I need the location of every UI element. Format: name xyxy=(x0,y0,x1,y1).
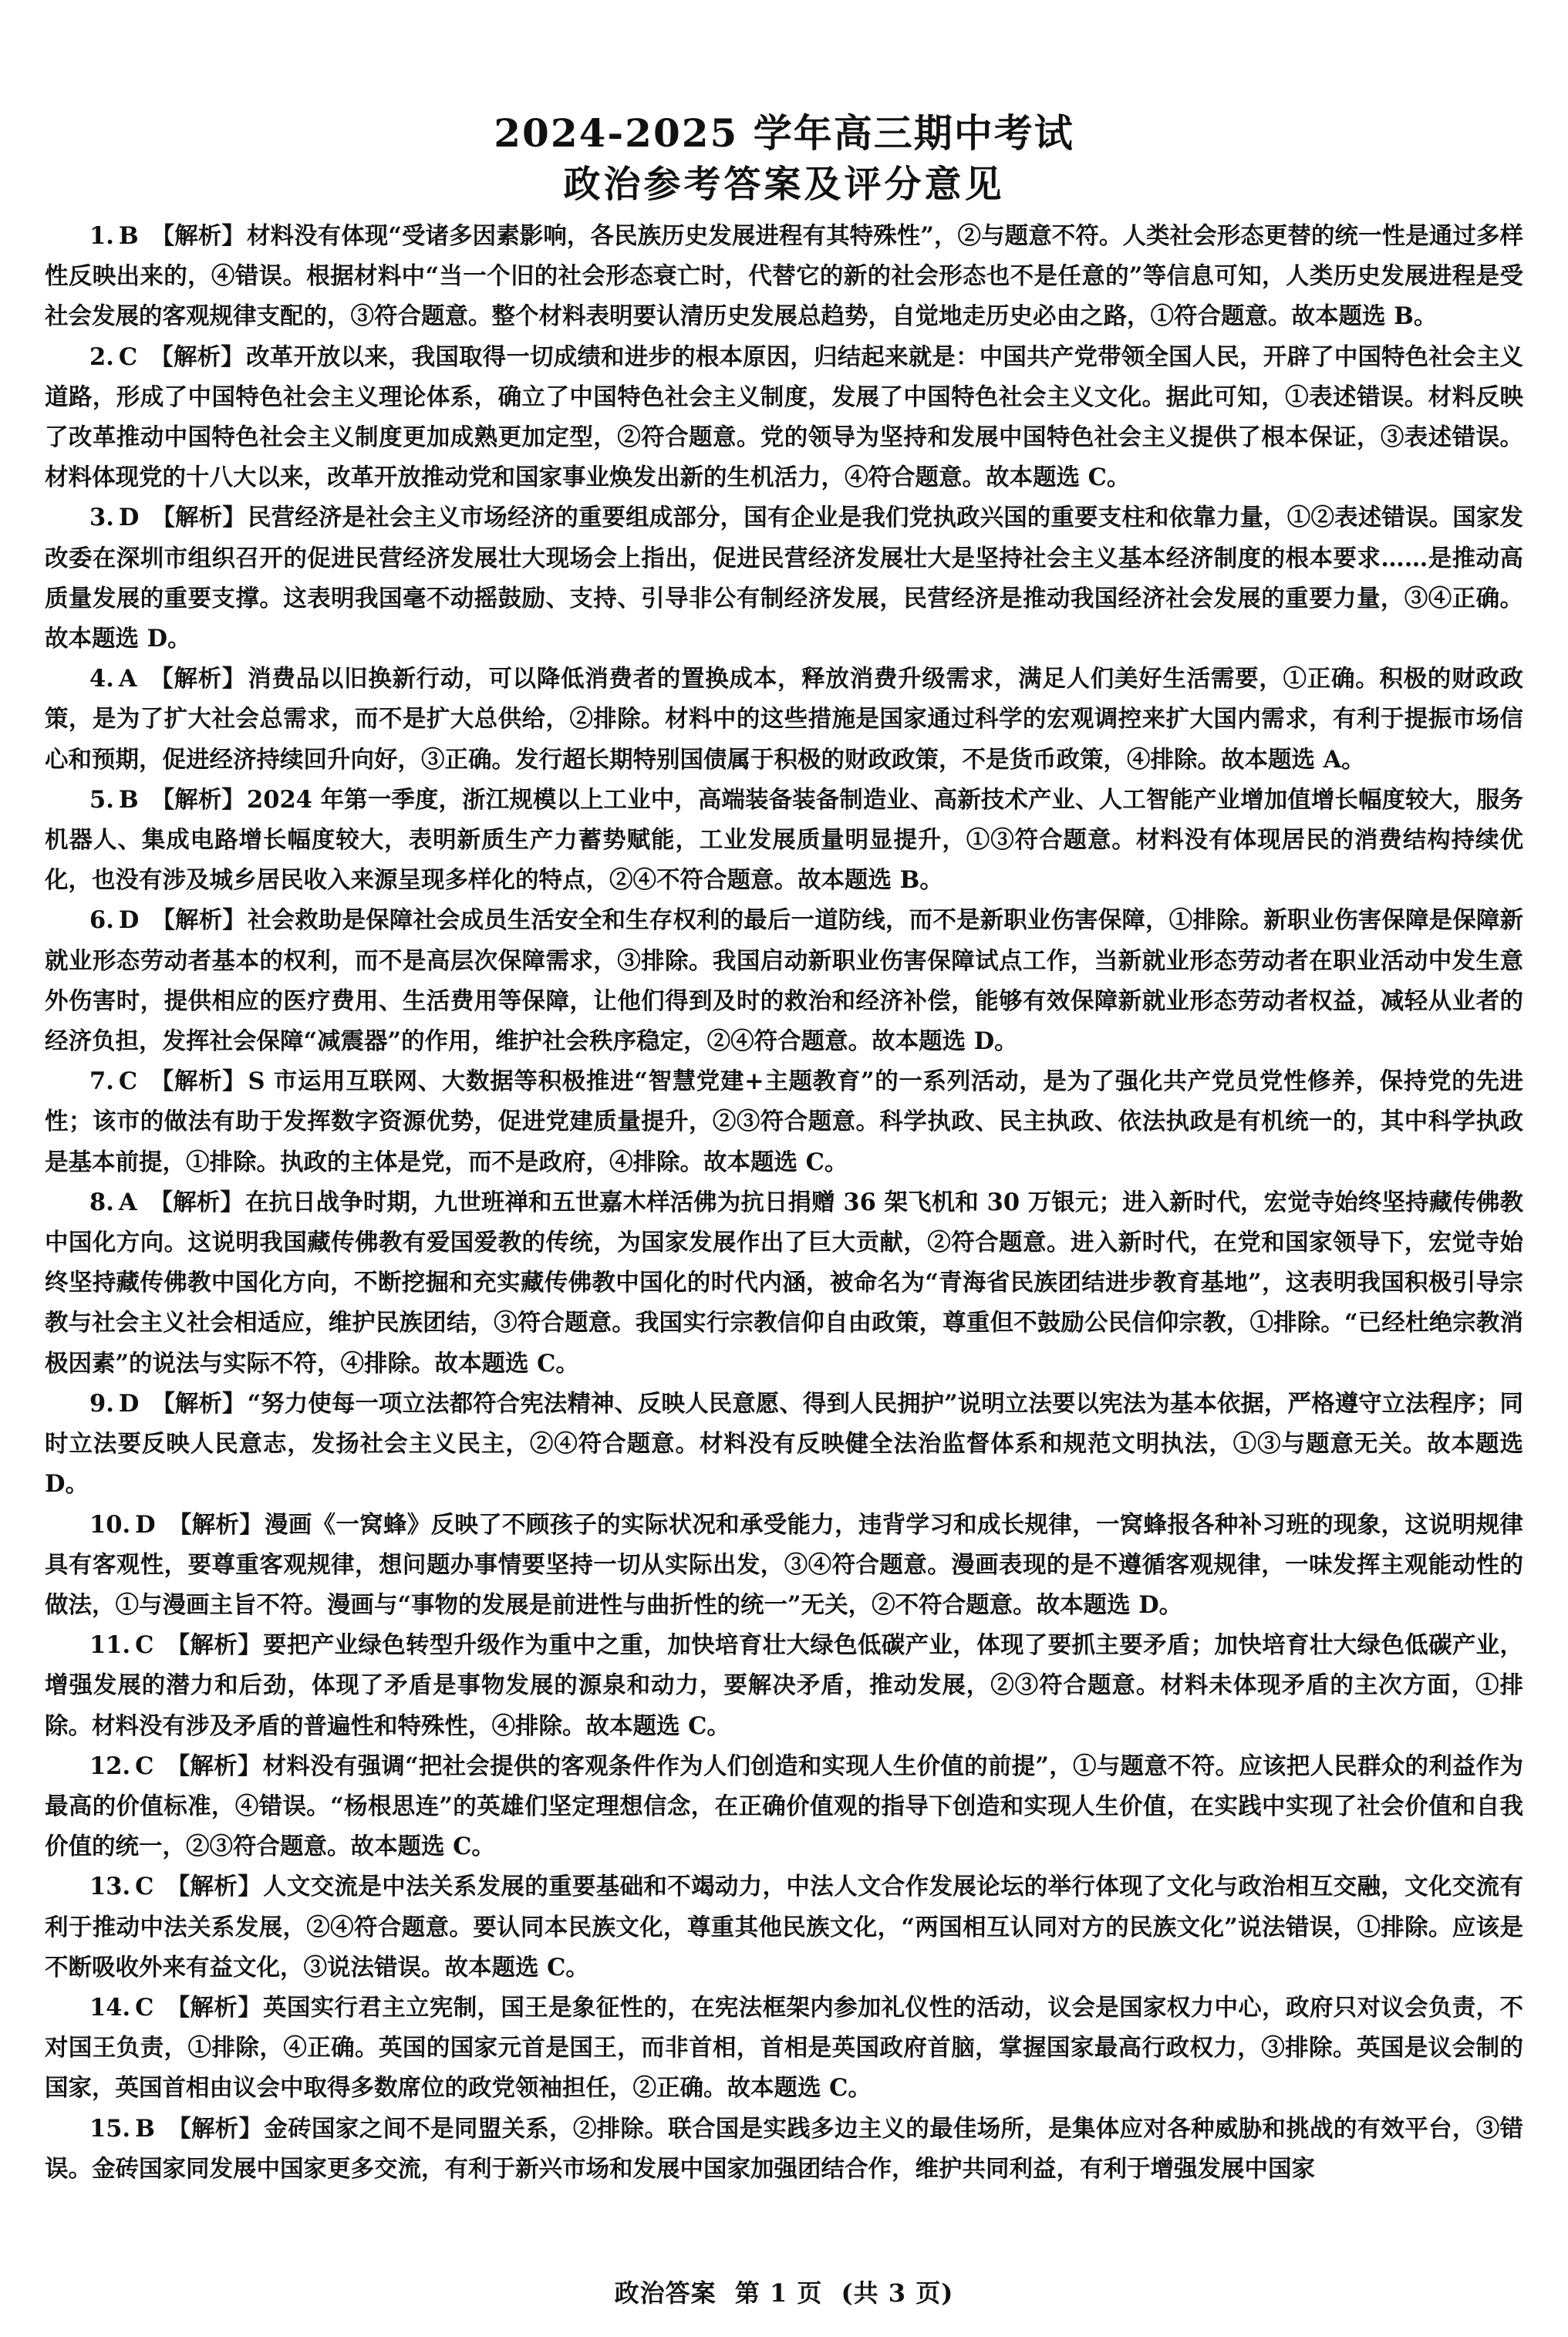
analysis-tag: 【解析】 xyxy=(149,1188,244,1216)
page-footer xyxy=(0,2274,1568,2309)
footer-subject: 政治答案 xyxy=(614,2278,717,2308)
document-title: 2024-2025 学年高三期中考试 xyxy=(494,110,1074,156)
answer-choice: A xyxy=(118,1188,137,1216)
analysis-text: 改革开放以来，我国取得一切成绩和进步的根本原因，归结起来就是：中国共产党带领全国人民，开辟了中国特色社会主义道路，形成了中国特色社会主义理论体系，确立了中国特色社会主义制度，发展了中国特色社会主义文化。据此可知，①表述错误。材料反映了改革推动中国特色社会主义制度更加成熟更加定型，②符合题意。党的领导为坚持和发展中国特色社会主义提供了根本保证，③表述错误。材料体现党的十八大以来，改革开放推动党和国家事业焕发出新的生机活力，④符合题意。故本题选 C。 xyxy=(45,342,1524,492)
answer-item-7 xyxy=(45,1061,1523,1182)
analysis-text: 金砖国家之间不是同盟关系，②排除。联合国是实践多边主义的最佳场所，是集体应对各种威胁和挑战的有效平台，③错误。金砖国家同发展中国家更多交流，有利于新兴市场和发展中国家加强团结合作，维护共同利益，有利于增强发展中国家 xyxy=(45,2114,1524,2183)
analysis-tag: 【解析】 xyxy=(151,504,246,532)
analysis-text: 材料没有体现“受诸多因素影响，各民族历史发展进程有其特殊性”，②与题意不符。人类社会形态更替的统一性是通过多样性反映出来的，④错误。根据材料中“当一个旧的社会形态衰亡时，代替它的新的社会形态也不是任意的”等信息可知，人类历史发展进程是受社会发展的客观规律支配的，③符合题意。整个材料表明要认清历史发展总趋势，自觉地走历史必由之路，①符合题意。故本题选 B。 xyxy=(45,222,1523,331)
answer-number: 4. xyxy=(89,665,114,693)
answer-item-9 xyxy=(45,1384,1523,1505)
answer-number: 6. xyxy=(89,906,114,935)
analysis-text: 民营经济是社会主义市场经济的重要组成部分，国有企业是我们党执政兴国的重要支柱和依靠力量，①②表述错误。国家发改委在深圳市组织召开的促进民营经济发展壮大现场会上指出，促进民营经济发展壮大是坚持社会主义基本经济制度的根本要求……是推动高质量发展的重要支撑。这表明我国毫不动摇鼓励、支持、引导非公有制经济发展，民营经济是推动我国经济社会发展的重要力量，③④正确。故本题选 D。 xyxy=(45,504,1524,653)
analysis-text: S 市运用互联网、大数据等积极推进“智慧党建+主题教育”的一系列活动，是为了强化共产党员党性修养，保持党的先进性；该市的做法有助于发挥数字资源优势，促进党建质量提升，②③符合题意。科学执政、民主执政、依法执政是有机统一的，其中科学执政是基本前提，①排除。执政的主体是党，而不是政府，④排除。故本题选 C。 xyxy=(45,1067,1523,1176)
answer-choice: B xyxy=(135,2114,155,2143)
answer-item-12 xyxy=(45,1746,1523,1867)
answer-number: 11. xyxy=(89,1631,131,1660)
answer-choice: C xyxy=(135,1873,154,1901)
analysis-text: 材料没有强调“把社会提供的客观条件作为人们创造和实现人生价值的前提”，①与题意不符。应该把人民群众的利益作为最高的价值标准，④错误。“杨根思连”的英雄们坚定理想信念，在正确价值观的指导下创造和实现人生价值，在实践中实现了社会价值和自我价值的统一，②③符合题意。故本题选 C。 xyxy=(45,1752,1524,1861)
answer-number: 12. xyxy=(89,1752,131,1780)
answer-choice: D xyxy=(118,906,140,935)
answer-number: 10. xyxy=(89,1510,131,1539)
analysis-text: 2024 年第一季度，浙江规模以上工业中，高端装备装备制造业、高新技术产业、人工智能产业增加值增长幅度较大，服务机器人、集成电路增长幅度较大，表明新质生产力蓄势赋能，工业发展质量明显提升，①③符合题意。材料没有体现居民的消费结构持续优化，也没有涉及城乡居民收入来源呈现多样化的特点，②④不符合题意。故本题选 B。 xyxy=(45,785,1523,895)
analysis-tag: 【解析】 xyxy=(150,342,244,371)
answer-choice: C xyxy=(135,1631,154,1660)
answer-item-4 xyxy=(45,659,1523,780)
answer-choice: B xyxy=(118,222,139,250)
analysis-text: 社会救助是保障社会成员生活安全和生存权利的最后一道防线，而不是新职业伤害保障，①排除。新职业伤害保障是保障新就业形态劳动者基本的权利，而不是高层次保障需求，③排除。我国启动新职业伤害保障试点工作，当新就业形态劳动者在职业活动中发生意外伤害时，提供相应的医疗费用、生活费用等保障，让他们得到及时的救治和经济补偿，能够有效保障新就业形态劳动者权益，减轻从业者的经济负担，发挥社会保障“减震器”的作用，维护社会秩序稳定，②④符合题意。故本题选 D。 xyxy=(45,906,1524,1056)
analysis-tag: 【解析】 xyxy=(166,1993,262,2022)
analysis-text: 在抗日战争时期，九世班禅和五世嘉木样活佛为抗日捐赠 36 架飞机和 30 万银元；进入新时代，宏觉寺始终坚持藏传佛教中国化方向。这说明我国藏传佛教有爱国爱教的传统，为国家发展作出了巨大贡献，②符合题意。进入新时代，在党和国家领导下，宏觉寺始终坚持藏传佛教中国化方向，不断挖掘和充实藏传佛教中国化的时代内涵，被命名为“青海省民族团结进步教育基地”，这表明我国积极引导宗教与社会主义社会相适应，维护民族团结，③符合题意。我国实行宗教信仰自由政策，尊重但不鼓励公民信仰宗教，①排除。“已经杜绝宗教消极因素”的说法与实际不符，④排除。故本题选 C。 xyxy=(45,1188,1524,1378)
analysis-tag: 【解析】 xyxy=(150,222,245,250)
answer-number: 13. xyxy=(89,1873,131,1901)
analysis-text: “努力使每一项立法都符合宪法精神、反映人民意愿、得到人民拥护”说明立法要以宪法为基本依据，严格遵守立法程序；同时立法要反映人民意志，发扬社会主义民主，②④符合题意。材料没有反映健全法治监督体系和规范文明执法，①③与题意无关。故本题选 D。 xyxy=(45,1389,1523,1499)
answer-item-3 xyxy=(45,497,1523,659)
answer-item-11 xyxy=(45,1625,1523,1746)
document-subtitle: 政治参考答案及评分意见 xyxy=(563,163,1005,206)
analysis-tag: 【解析】 xyxy=(167,2114,263,2143)
footer-page-number: 第 1 页 xyxy=(734,2278,823,2308)
analysis-tag: 【解析】 xyxy=(150,1067,247,1096)
answer-number: 5. xyxy=(89,785,114,814)
answer-choice: D xyxy=(118,504,140,532)
answer-item-6 xyxy=(45,900,1523,1061)
analysis-tag: 【解析】 xyxy=(151,906,246,935)
analysis-tag: 【解析】 xyxy=(150,785,246,814)
answer-number: 8. xyxy=(89,1188,114,1216)
answer-number: 3. xyxy=(89,504,114,532)
answer-choice: C xyxy=(135,1752,154,1780)
answer-choice: A xyxy=(118,665,137,693)
answer-item-15 xyxy=(45,2109,1523,2189)
analysis-text: 要把产业绿色转型升级作为重中之重，加快培育壮大绿色低碳产业，体现了要抓主要矛盾；加快培育壮大绿色低碳产业，增强发展的潜力和后劲，体现了矛盾是事物发展的源泉和动力，要解决矛盾，推动发展，②③符合题意。材料未体现矛盾的主次方面，①排除。材料没有涉及矛盾的普遍性和特殊性，④排除。故本题选 C。 xyxy=(45,1631,1524,1740)
answer-item-5 xyxy=(45,780,1523,901)
answer-item-14 xyxy=(45,1988,1523,2109)
answer-number: 15. xyxy=(89,2114,131,2143)
analysis-tag: 【解析】 xyxy=(166,1752,261,1780)
analysis-tag: 【解析】 xyxy=(167,1510,264,1539)
answer-number: 14. xyxy=(89,1993,131,2022)
answer-number: 9. xyxy=(89,1389,114,1418)
answer-list xyxy=(45,216,1523,2189)
analysis-tag: 【解析】 xyxy=(149,665,247,693)
analysis-text: 人文交流是中法关系发展的重要基础和不竭动力，中法人文合作发展论坛的举行体现了文化与政治相互交融，文化交流有利于推动中法关系发展，②④符合题意。要认同本民族文化，尊重其他民族文化，“两国相互认同对方的民族文化”说法错误，①排除。应该是不断吸收外来有益文化，③说法错误。故本题选 C。 xyxy=(45,1873,1524,1981)
answer-choice: D xyxy=(118,1389,140,1418)
answer-item-1 xyxy=(45,216,1523,337)
analysis-text: 英国实行君主立宪制，国王是象征性的，在宪法框架内参加礼仪性的活动，议会是国家权力中心，政府只对议会负责，不对国王负责，①排除，④正确。英国的国家元首是国王，而非首相，首相是英国政府首脑，掌握国家最高行政权力，③排除。英国是议会制的国家，英国首相由议会中取得多数席位的政党领袖担任，②正确。故本题选 C。 xyxy=(45,1993,1524,2103)
answer-item-13 xyxy=(45,1867,1523,1988)
answer-choice: D xyxy=(135,1510,156,1539)
answer-item-8 xyxy=(45,1182,1523,1384)
answer-choice: B xyxy=(118,785,139,814)
footer-page-total: (共 3 页) xyxy=(841,2278,954,2308)
answer-number: 2. xyxy=(89,342,114,371)
answer-choice: C xyxy=(135,1993,154,2022)
answer-number: 7. xyxy=(89,1067,114,1096)
analysis-tag: 【解析】 xyxy=(166,1873,262,1901)
analysis-text: 漫画《一窝蜂》反映了不顾孩子的实际状况和承受能力，违背学习和成长规律，一窝蜂报各种补习班的现象，这说明规律具有客观性，要尊重客观规律，想问题办事情要坚持一切从实际出发，③④符合题意。漫画表现的是不遵循客观规律，一味发挥主观能动性的做法，①与漫画主旨不符。漫画与“事物的发展是前进性与曲折性的统一”无关，②不符合题意。故本题选 D。 xyxy=(45,1510,1524,1619)
answer-choice: C xyxy=(118,1067,138,1096)
analysis-text: 消费品以旧换新行动，可以降低消费者的置换成本，释放消费升级需求，满足人们美好生活需要，①正确。积极的财政政策，是为了扩大社会总需求，而不是扩大总供给，②排除。材料中的这些措施是国家通过科学的宏观调控来扩大国内需求，有利于提振市场信心和预期，促进经济持续回升向好，③正确。发行超长期特别国债属于积极的财政政策，不是货币政策，④排除。故本题选 A。 xyxy=(45,665,1524,774)
analysis-tag: 【解析】 xyxy=(166,1631,262,1660)
answer-item-2 xyxy=(45,337,1523,498)
answer-number: 1. xyxy=(89,222,114,250)
answer-item-10 xyxy=(45,1505,1523,1626)
analysis-tag: 【解析】 xyxy=(151,1389,246,1418)
answer-choice: C xyxy=(118,342,138,371)
